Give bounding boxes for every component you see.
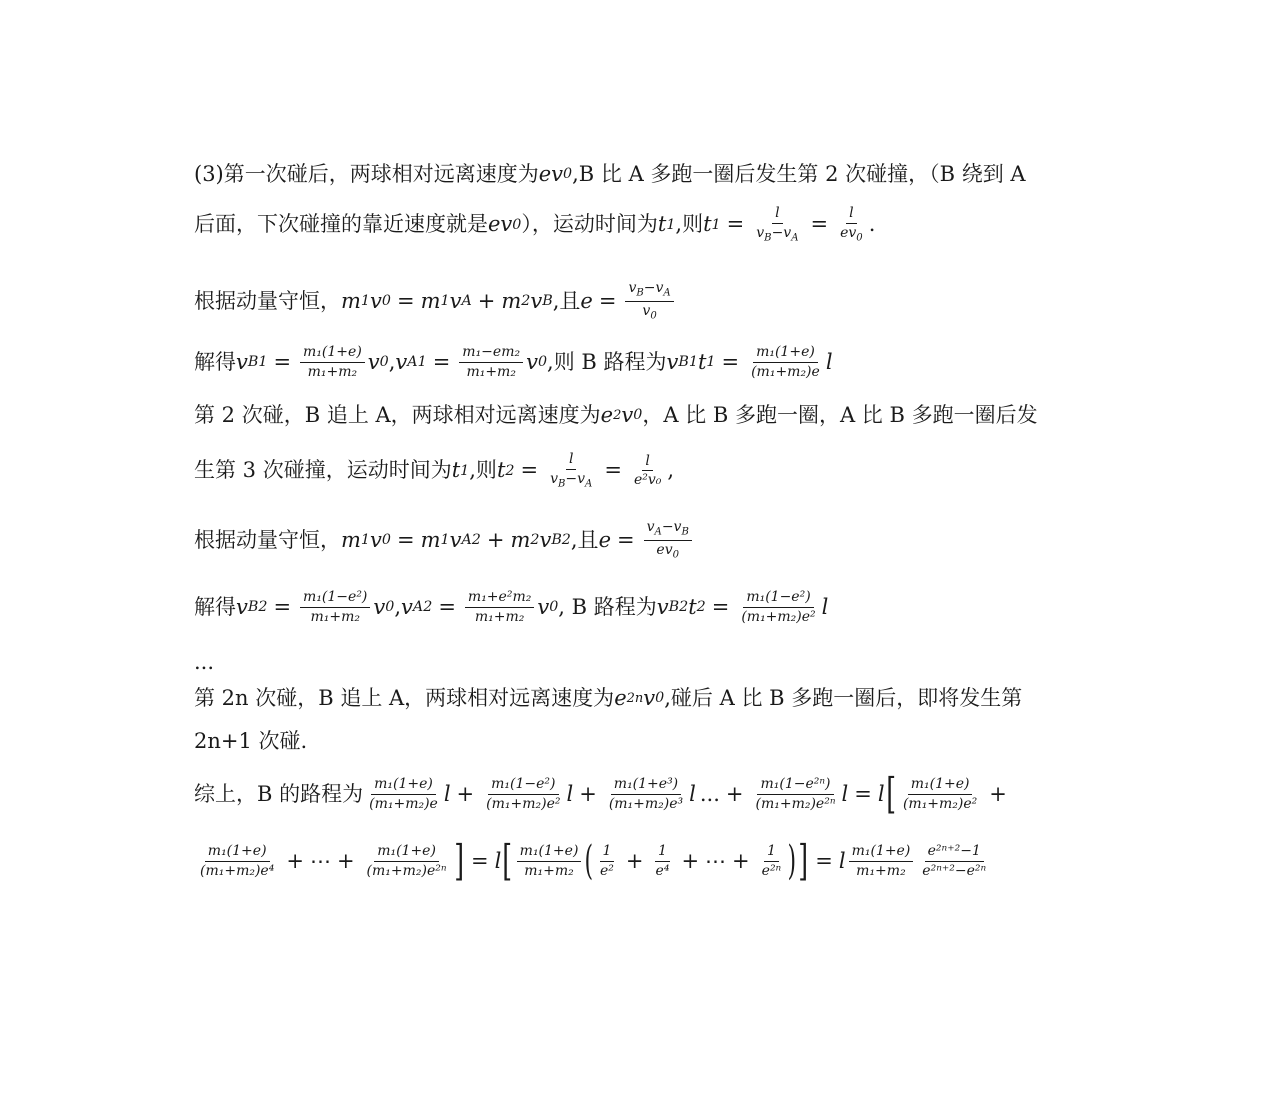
denominator: m₁+m₂ [307, 363, 358, 380]
math-e: e [600, 403, 614, 427]
numerator: m₁(1+e) [205, 844, 270, 862]
equals: = [726, 212, 745, 237]
denominator: m₁+m₂ [310, 608, 360, 625]
denominator: e²v₀ [633, 472, 662, 489]
denominator: (m₁+m₂)e [369, 795, 438, 812]
math-e: e [580, 289, 593, 314]
right-bracket: ] [453, 836, 464, 885]
fraction [849, 844, 914, 878]
subscript: 2 [530, 532, 540, 549]
den-part: ev [840, 224, 857, 241]
numerator: m₁(1+e) [753, 345, 818, 363]
numerator: m₁(1+e) [374, 844, 439, 862]
line-7 [194, 520, 695, 561]
math-v: v [621, 403, 634, 427]
equals: = [273, 349, 292, 374]
math-m: m [420, 289, 441, 314]
numerator: l [846, 206, 856, 224]
math-m: m [341, 528, 361, 553]
text: ,碰后 A 比 B 多跑一圈后，即将发生第 [664, 686, 1023, 710]
numerator: m₁(1+e) [517, 844, 582, 862]
denominator: (m₁+m₂)e⁴ [200, 862, 275, 879]
plus: + [477, 289, 496, 314]
plus: + [486, 528, 505, 553]
superscript: 2 [613, 407, 622, 423]
denominator: (m₁+m₂)e [751, 363, 820, 380]
denominator: e²ⁿ⁺²−e²ⁿ [922, 862, 987, 879]
fraction [364, 844, 450, 878]
plus: + [579, 781, 597, 806]
math-v: v [666, 349, 679, 374]
math-v: v [401, 594, 413, 619]
subscript: 1 [360, 293, 370, 310]
text: 根据动量守恒， [194, 528, 341, 553]
subscript: 0 [537, 354, 548, 371]
math-l: l [838, 848, 846, 873]
num-sub: A [654, 526, 662, 538]
denominator: (m₁+m₂)e³ [608, 795, 684, 812]
fraction [919, 844, 989, 878]
equals: = [470, 848, 489, 873]
fraction [606, 777, 686, 811]
den-part: v [550, 470, 558, 487]
plus: + [989, 781, 1007, 806]
den-part: −v [771, 224, 792, 241]
den-sub: 0 [672, 549, 680, 561]
fraction [597, 844, 617, 878]
subscript: A2 [461, 532, 481, 549]
num-sub: B [636, 287, 644, 299]
math-v: v [539, 528, 552, 553]
line-13 [194, 836, 992, 885]
fraction [653, 844, 673, 878]
math-t: t [496, 458, 506, 483]
denominator [547, 470, 595, 490]
numerator: m₁(1+e) [908, 777, 973, 795]
math-v: v [530, 289, 543, 314]
num-sub: A [663, 287, 671, 299]
num-part: −v [661, 519, 682, 535]
ellipsis: ⋯ [705, 848, 727, 873]
plus: + [456, 781, 475, 806]
subscript: 1 [440, 532, 450, 549]
text: 综上，B 的路程为 [194, 781, 364, 806]
den-sub: 0 [650, 310, 657, 322]
equals: = [854, 781, 872, 806]
left-paren: ( [584, 838, 594, 884]
fraction [366, 777, 441, 811]
math-e: e [614, 686, 627, 710]
equals: = [396, 528, 415, 553]
math-v: v [656, 594, 669, 619]
num-part: v [628, 280, 637, 296]
text: 生第 3 次碰撞，运动时间为 [194, 458, 452, 483]
numerator [625, 281, 673, 302]
equals: = [711, 594, 730, 619]
equals: = [438, 594, 456, 619]
num-sub: B [681, 526, 689, 538]
numerator: m₁(1+e) [300, 345, 365, 363]
fraction [300, 345, 365, 379]
math-l: l [443, 781, 451, 806]
subscript: 0 [379, 354, 389, 371]
fraction [465, 590, 534, 624]
right-paren: ) [787, 838, 797, 884]
text: 第 2n 次碰，B 追上 A，两球相对远离速度为 [194, 686, 615, 710]
den-part: v [642, 303, 651, 320]
line-8 [194, 590, 828, 624]
plus: + [681, 848, 700, 873]
text: 解得 [194, 594, 236, 619]
numerator: 1 [600, 844, 615, 862]
denominator: e² [600, 862, 614, 879]
math-t: t [451, 458, 461, 483]
fraction [759, 844, 785, 878]
den-sub: B [558, 478, 566, 490]
subscript: B1 [247, 354, 268, 371]
right-bracket: ] [798, 836, 808, 885]
text: 根据动量守恒， [194, 289, 341, 314]
subscript: 2 [696, 599, 706, 616]
subscript: 1 [706, 354, 716, 371]
math-l: l [841, 781, 849, 806]
equals: = [273, 594, 292, 619]
fraction [625, 281, 673, 322]
subscript: A1 [407, 354, 427, 371]
subscript: 2 [505, 462, 515, 479]
line-2 [194, 206, 875, 244]
fraction [837, 206, 866, 244]
text: ,且 [552, 289, 581, 314]
subscript: 2 [521, 293, 531, 310]
denominator: (m₁+m₂)e² [741, 608, 816, 625]
numerator: m₁(1+e³) [611, 777, 681, 795]
equals: = [810, 212, 829, 237]
line-1 [194, 164, 1026, 185]
subscript: B2 [551, 532, 571, 549]
math-v: v [449, 289, 462, 314]
denominator: (m₁+m₂)e² [486, 795, 561, 812]
math-m: m [510, 528, 531, 553]
subscript: 0 [512, 216, 522, 233]
text: 后面，下次碰撞的靠近速度就是 [194, 212, 488, 237]
equals: = [815, 848, 833, 873]
math-l: l [494, 848, 502, 873]
comma: , [388, 349, 396, 374]
text: ,则 [675, 212, 704, 237]
math-v: v [370, 528, 382, 553]
num-part: v [646, 519, 655, 535]
math-ev: ev [538, 162, 564, 186]
math-m: m [341, 289, 361, 314]
denominator [837, 224, 866, 244]
fraction [738, 590, 818, 624]
fraction [197, 844, 277, 878]
ellipsis: ⋯ [309, 848, 331, 873]
den-sub: A [585, 478, 593, 490]
math-v: v [370, 289, 382, 314]
line-11 [194, 731, 307, 752]
subscript: A [461, 293, 472, 310]
subscript: B1 [678, 354, 698, 371]
math-v: v [373, 594, 386, 619]
numerator: m₁(1−e²) [488, 777, 558, 795]
fraction [631, 454, 664, 488]
text: 2n+1 次碰. [194, 729, 308, 753]
numerator: 1 [655, 844, 670, 862]
text: 第 2 次碰，B 追上 A，两球相对远离速度为 [194, 403, 601, 427]
ellipsis: ... [194, 650, 215, 674]
math-l: l [825, 349, 833, 374]
denominator [653, 541, 682, 561]
line-4 [194, 345, 833, 379]
math-l: l [821, 594, 829, 619]
text: (3)第一次碰后，两球相对远离速度为 [194, 162, 539, 186]
equals: = [598, 289, 617, 314]
denominator: (m₁+m₂)e²ⁿ [366, 862, 447, 879]
denominator: e²ⁿ [761, 862, 782, 879]
fraction [300, 590, 370, 624]
subscript: 1 [711, 216, 721, 233]
den-part: −v [565, 470, 586, 487]
math-v: v [395, 349, 408, 374]
numerator: m₁−em₂ [459, 345, 523, 363]
fraction [753, 206, 801, 244]
math-t: t [657, 212, 667, 237]
fraction [748, 345, 823, 379]
line-12 [194, 769, 1013, 818]
numerator: m₁(1−e²) [300, 590, 370, 608]
plus: + [732, 848, 750, 873]
subscript: 0 [381, 532, 391, 549]
left-bracket: [ [502, 836, 513, 885]
fraction [644, 520, 692, 561]
equals: = [396, 289, 415, 314]
left-bracket: [ [885, 769, 896, 818]
line-9 [194, 652, 214, 673]
den-sub: B [764, 232, 772, 244]
line-5 [194, 405, 1038, 426]
text: . [868, 212, 876, 237]
den-part: ev [656, 542, 673, 559]
math-v: v [526, 349, 538, 374]
equals: = [721, 349, 740, 374]
subscript: 0 [549, 599, 559, 616]
plus: + [286, 848, 304, 873]
numerator: l [772, 206, 782, 224]
line-3 [194, 281, 677, 322]
plus: + [336, 848, 355, 873]
subscript: 0 [385, 599, 395, 616]
numerator [644, 520, 692, 541]
numerator: m₁+e²m₂ [465, 590, 534, 608]
subscript: 0 [563, 166, 573, 183]
denominator: m₁+m₂ [466, 363, 516, 380]
denominator: m₁+m₂ [524, 862, 574, 879]
text: ，A 比 B 多跑一圈，A 比 B 多跑一圈后发 [642, 403, 1038, 427]
numerator: m₁(1+e) [371, 777, 436, 795]
den-part: v [756, 224, 765, 241]
numerator: m₁(1−e²ⁿ) [757, 777, 833, 795]
math-m: m [420, 528, 441, 553]
text: ,B 比 A 多跑一圈后发生第 2 次碰撞，（B 绕到 A [572, 162, 1026, 186]
subscript: 0 [633, 407, 643, 424]
math-v: v [236, 349, 248, 374]
equals: = [617, 528, 635, 553]
numerator: m₁(1−e²) [743, 590, 813, 608]
text: ,则 [469, 458, 497, 483]
den-sub: 0 [856, 232, 863, 244]
fraction [517, 844, 582, 878]
fraction [459, 345, 523, 379]
numerator: m₁(1+e) [849, 844, 914, 862]
text: ），运动时间为 [521, 212, 658, 237]
denominator: e⁴ [655, 862, 670, 879]
subscript: B2 [247, 599, 268, 616]
math-v: v [236, 594, 248, 619]
comma: , [394, 594, 402, 619]
subscript: B [542, 293, 553, 310]
numerator: 1 [764, 844, 779, 862]
num-part: −v [643, 280, 664, 296]
text: 解得 [194, 349, 236, 374]
fraction [547, 452, 595, 490]
text: ,且 [570, 528, 599, 553]
equals: = [604, 458, 622, 483]
subscript: 1 [440, 293, 450, 310]
math-v: v [537, 594, 550, 619]
math-l: l [566, 781, 574, 806]
math-v: v [643, 686, 656, 710]
ellipsis: ... [699, 781, 720, 806]
denominator [639, 302, 659, 322]
math-t: t [688, 594, 697, 619]
math-ev: ev [488, 212, 513, 237]
denominator: (m₁+m₂)e² [902, 795, 978, 812]
numerator: l [642, 454, 652, 472]
superscript: 2n [626, 690, 644, 706]
plus: + [625, 848, 644, 873]
subscript: 0 [655, 690, 665, 707]
denominator: (m₁+m₂)e²ⁿ [755, 795, 836, 812]
math-t: t [703, 212, 712, 237]
plus: + [725, 781, 744, 806]
math-m: m [501, 289, 522, 314]
numerator: l [566, 452, 576, 470]
fraction [483, 777, 563, 811]
fraction [753, 777, 839, 811]
equals: = [432, 349, 451, 374]
line-6 [194, 452, 674, 490]
subscript: A2 [412, 599, 433, 616]
subscript: 1 [360, 532, 370, 549]
denominator: m₁+m₂ [856, 862, 906, 879]
text: ,则 B 路程为 [547, 349, 667, 374]
line-10 [194, 688, 1022, 709]
math-t: t [697, 349, 707, 374]
subscript: 1 [666, 216, 676, 233]
subscript: 1 [460, 462, 470, 479]
subscript: 0 [381, 293, 391, 310]
math-e: e [598, 528, 611, 553]
math-v: v [367, 349, 380, 374]
denominator [753, 224, 801, 244]
math-l: l [689, 781, 696, 806]
text: , [667, 458, 675, 483]
numerator: e²ⁿ⁺²−1 [925, 844, 984, 862]
math-l: l [877, 781, 885, 806]
text: , B 路程为 [558, 594, 657, 619]
subscript: B2 [668, 599, 689, 616]
equals: = [520, 458, 539, 483]
denominator: m₁+m₂ [474, 608, 525, 625]
fraction [900, 777, 980, 811]
den-sub: A [791, 232, 799, 244]
math-v: v [449, 528, 462, 553]
